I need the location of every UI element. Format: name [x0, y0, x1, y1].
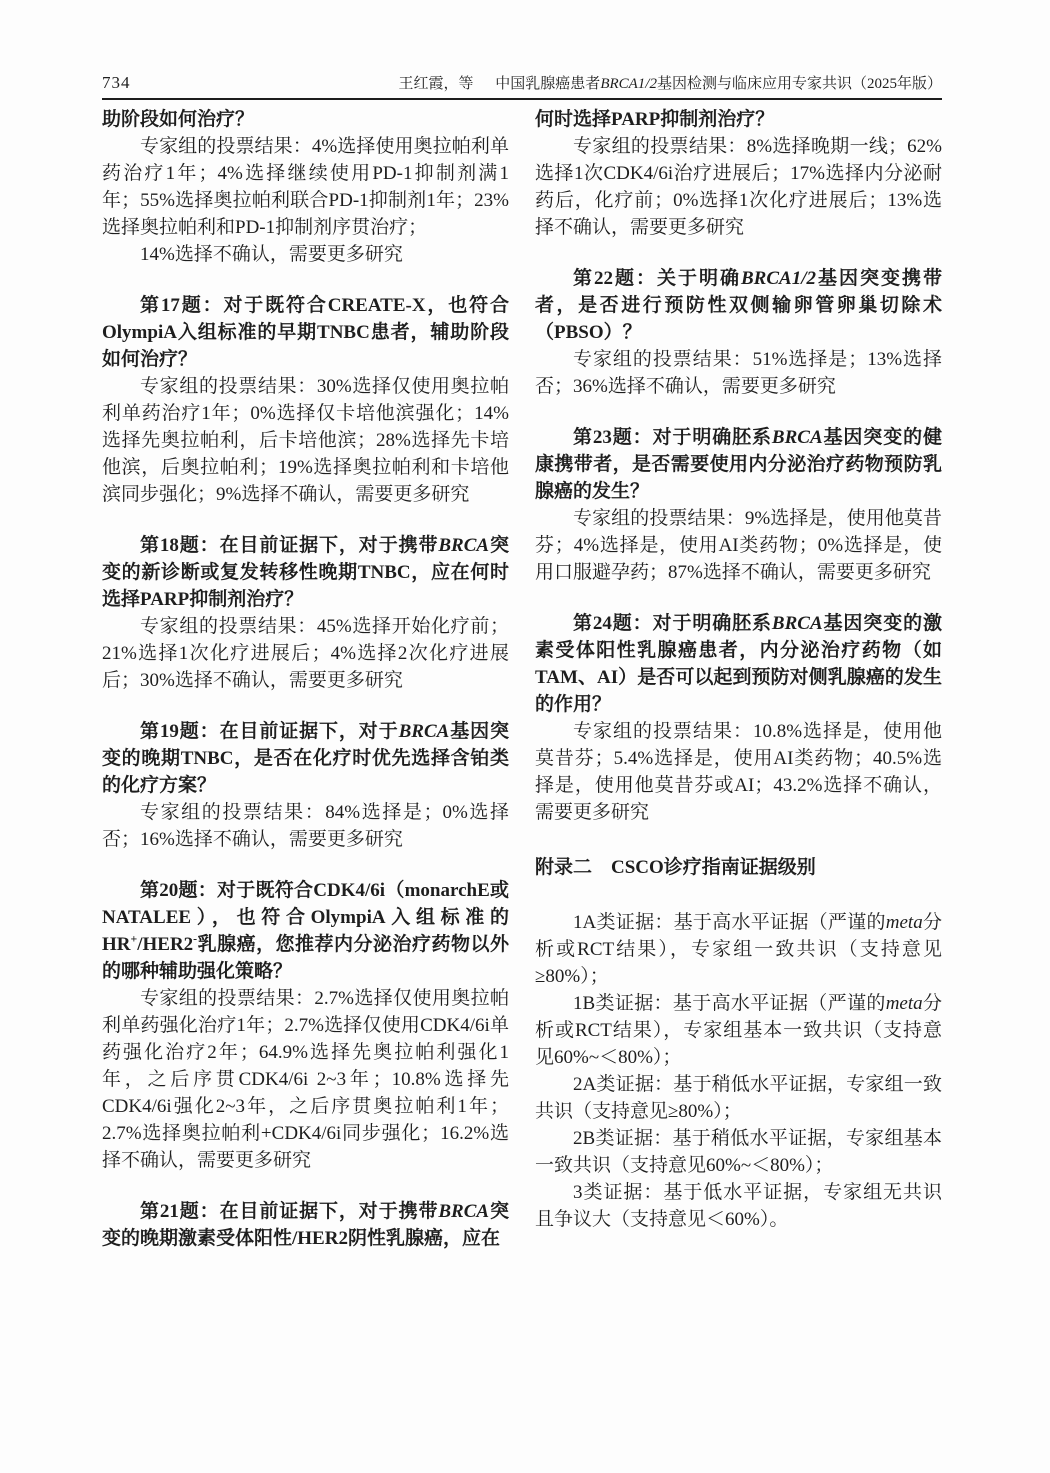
q24-vote-result [535, 718, 942, 826]
text-run: BRCA [771, 613, 823, 634]
text-run: BRCA [438, 1201, 490, 1222]
page-header [102, 72, 942, 100]
running-head [399, 72, 942, 93]
text-run: /HER2 [137, 934, 194, 955]
q22-heading [535, 265, 942, 346]
q19-vote-result [102, 799, 509, 853]
text-run: 突变的晚期激素受体阳性/HER2阴性乳腺癌，应在 [102, 1201, 509, 1249]
text-run: 分析或RCT结果），专家组基本一致共识（支持意见60%~＜80%）； [535, 993, 942, 1068]
text-run: 基因突变的晚期TNBC，是否在化疗时优先选择含铂类的化疗方案？ [102, 721, 509, 796]
column-right [535, 106, 942, 1252]
running-head-authors: 王红霞，等 [398, 76, 474, 92]
text-run: 专家组的投票结果：45%选择开始化疗前；21%选择1次化疗进展后；4%选择2次化疗进展后；30%选择不确认，需要更多研究 [102, 616, 509, 691]
evidence-level-3 [535, 1179, 942, 1233]
appendix-2-heading [535, 854, 942, 881]
text-run: 附录二 CSCO诊疗指南证据级别 [535, 857, 816, 878]
text-run: 第24题：对于明确胚系 [573, 613, 772, 634]
text-run: 何时选择PARP抑制剂治疗？ [535, 109, 775, 130]
text-run: 14%选择不确认，需要更多研究 [140, 244, 403, 265]
evidence-level-2b [535, 1125, 942, 1179]
text-run: 专家组的投票结果：8%选择晚期一线；62%选择1次CDK4/6i治疗进展后；17%选择内分泌耐药后，化疗前；0%选择1次化疗进展后；13%选择不确认，需要更多研究 [535, 136, 942, 238]
text-run: 3类证据：基于低水平证据，专家组无共识且争议大（支持意见＜60%）。 [535, 1182, 942, 1230]
title-run: 中国乳腺癌患者 [495, 76, 601, 92]
text-run: 第17题：对于既符合CREATE-X，也符合OlympiA入组标准的早期TNBC患者，辅助阶段如何治疗？ [102, 295, 509, 370]
text-run: + [130, 932, 138, 946]
text-run: 1A类证据：基于高水平证据（严谨的 [573, 912, 886, 933]
q19-heading [102, 718, 509, 799]
q18-heading [102, 532, 509, 613]
q17-heading [102, 292, 509, 373]
q21-vote-result [535, 133, 942, 241]
text-run: 专家组的投票结果：84%选择是；0%选择否；16%选择不确认，需要更多研究 [102, 802, 509, 850]
text-run: 第20题：对于既符合CDK4/6i（monarchE或NATALEE），也符合OlympiA入组标准的HR [102, 880, 509, 955]
text-run: 第19题：在目前证据下，对于 [140, 721, 399, 742]
text-run: 1B类证据：基于高水平证据（严谨的 [573, 993, 886, 1014]
q16-vote-result-cont [102, 241, 509, 268]
evidence-level-1a [535, 909, 942, 990]
text-run: 分析或RCT结果），专家组一致共识（支持意见≥80%）； [535, 912, 942, 987]
text-run: 专家组的投票结果：2.7%选择仅使用奥拉帕利单药强化治疗1年；2.7%选择仅使用CDK4/6i单药强化治疗2年；64.9%选择先奥拉帕利强化1年，之后序贯CDK4/6i 2~3年；10.8%选择先CDK4/6i强化2~3年，之后序贯奥拉帕利1年；2.7%选择奥拉帕利+CDK4/6i同步强化；16.2%选择不确认，需要更多研究 [102, 988, 509, 1171]
q16-heading-continued [102, 106, 509, 133]
text-run: BRCA [771, 427, 823, 448]
text-run: 专家组的投票结果：4%选择使用奥拉帕利单药治疗1年；4%选择继续使用PD-1抑制剂满1年；55%选择奥拉帕利联合PD-1抑制剂1年；23%选择奥拉帕利和PD-1抑制剂序贯治疗； [102, 136, 509, 238]
text-run: BRCA [398, 721, 450, 742]
text-run: BRCA1/2 [741, 268, 816, 289]
text-run: 基因突变携带者，是否进行预防性双侧输卵管卵巢切除术（PBSO）？ [535, 268, 942, 343]
text-run: 专家组的投票结果：10.8%选择是，使用他莫昔芬；5.4%选择是，使用AI类药物；40.5%选择是，使用他莫昔芬或AI；43.2%选择不确认，需要更多研究 [535, 721, 942, 823]
title-run: 基因检测与临床应用专家共识（2025年版） [656, 76, 942, 92]
two-column-body [102, 106, 942, 1252]
q23-vote-result [535, 505, 942, 586]
text-run: 专家组的投票结果：30%选择仅使用奥拉帕利单药治疗1年；0%选择仅卡培他滨强化；14%选择先奥拉帕利，后卡培他滨；28%选择先卡培他滨，后奥拉帕利；19%选择奥拉帕利和卡培他滨同步强化；9%选择不确认，需要更多研究 [102, 376, 509, 505]
q21-heading [102, 1198, 509, 1252]
text-run: 第18题：在目前证据下，对于携带 [140, 535, 439, 556]
text-run: BRCA [438, 535, 490, 556]
text-run: - [193, 932, 198, 946]
text-run: 2B类证据：基于稍低水平证据，专家组基本一致共识（支持意见60%~＜80%）； [535, 1128, 942, 1176]
q20-heading [102, 877, 509, 985]
text-run: 第21题：在目前证据下，对于携带 [140, 1201, 439, 1222]
text-run: 基因突变的激素受体阳性乳腺癌患者，内分泌治疗药物（如TAM、AI）是否可以起到预防对侧乳腺癌的发生的作用？ [535, 613, 942, 715]
evidence-level-2a [535, 1071, 942, 1125]
q18-vote-result [102, 613, 509, 694]
text-run: meta [885, 912, 923, 933]
text-run: 专家组的投票结果：9%选择是，使用他莫昔芬；4%选择是，使用AI类药物；0%选择是，使用口服避孕药；87%选择不确认，需要更多研究 [535, 508, 942, 583]
q23-heading [535, 424, 942, 505]
q17-vote-result [102, 373, 509, 508]
text-run: 乳腺癌，您推荐内分泌治疗药物以外的哪种辅助强化策略？ [102, 934, 509, 982]
text-run: 助阶段如何治疗？ [102, 109, 255, 130]
text-run: 第23题：对于明确胚系 [573, 427, 772, 448]
text-run: 专家组的投票结果：51%选择是；13%选择否；36%选择不确认，需要更多研究 [535, 349, 942, 397]
running-head-title [495, 76, 942, 92]
q24-heading [535, 610, 942, 718]
page-number: 734 [102, 73, 131, 92]
text-run: 基因突变的健康携带者，是否需要使用内分泌治疗药物预防乳腺癌的发生？ [535, 427, 942, 502]
q21-heading-continued [535, 106, 942, 133]
text-run: meta [885, 993, 923, 1014]
title-run-italic: BRCA1/2 [600, 76, 657, 92]
text-run: 第22题：关于明确 [573, 268, 741, 289]
q20-vote-result [102, 985, 509, 1174]
text-run: 2A类证据：基于稍低水平证据，专家组一致共识（支持意见≥80%）； [535, 1074, 942, 1122]
q22-vote-result [535, 346, 942, 400]
column-left [102, 106, 509, 1252]
text-run: 突变的新诊断或复发转移性晚期TNBC，应在何时选择PARP抑制剂治疗？ [102, 535, 509, 610]
evidence-level-1b [535, 990, 942, 1071]
q16-vote-result [102, 133, 509, 241]
